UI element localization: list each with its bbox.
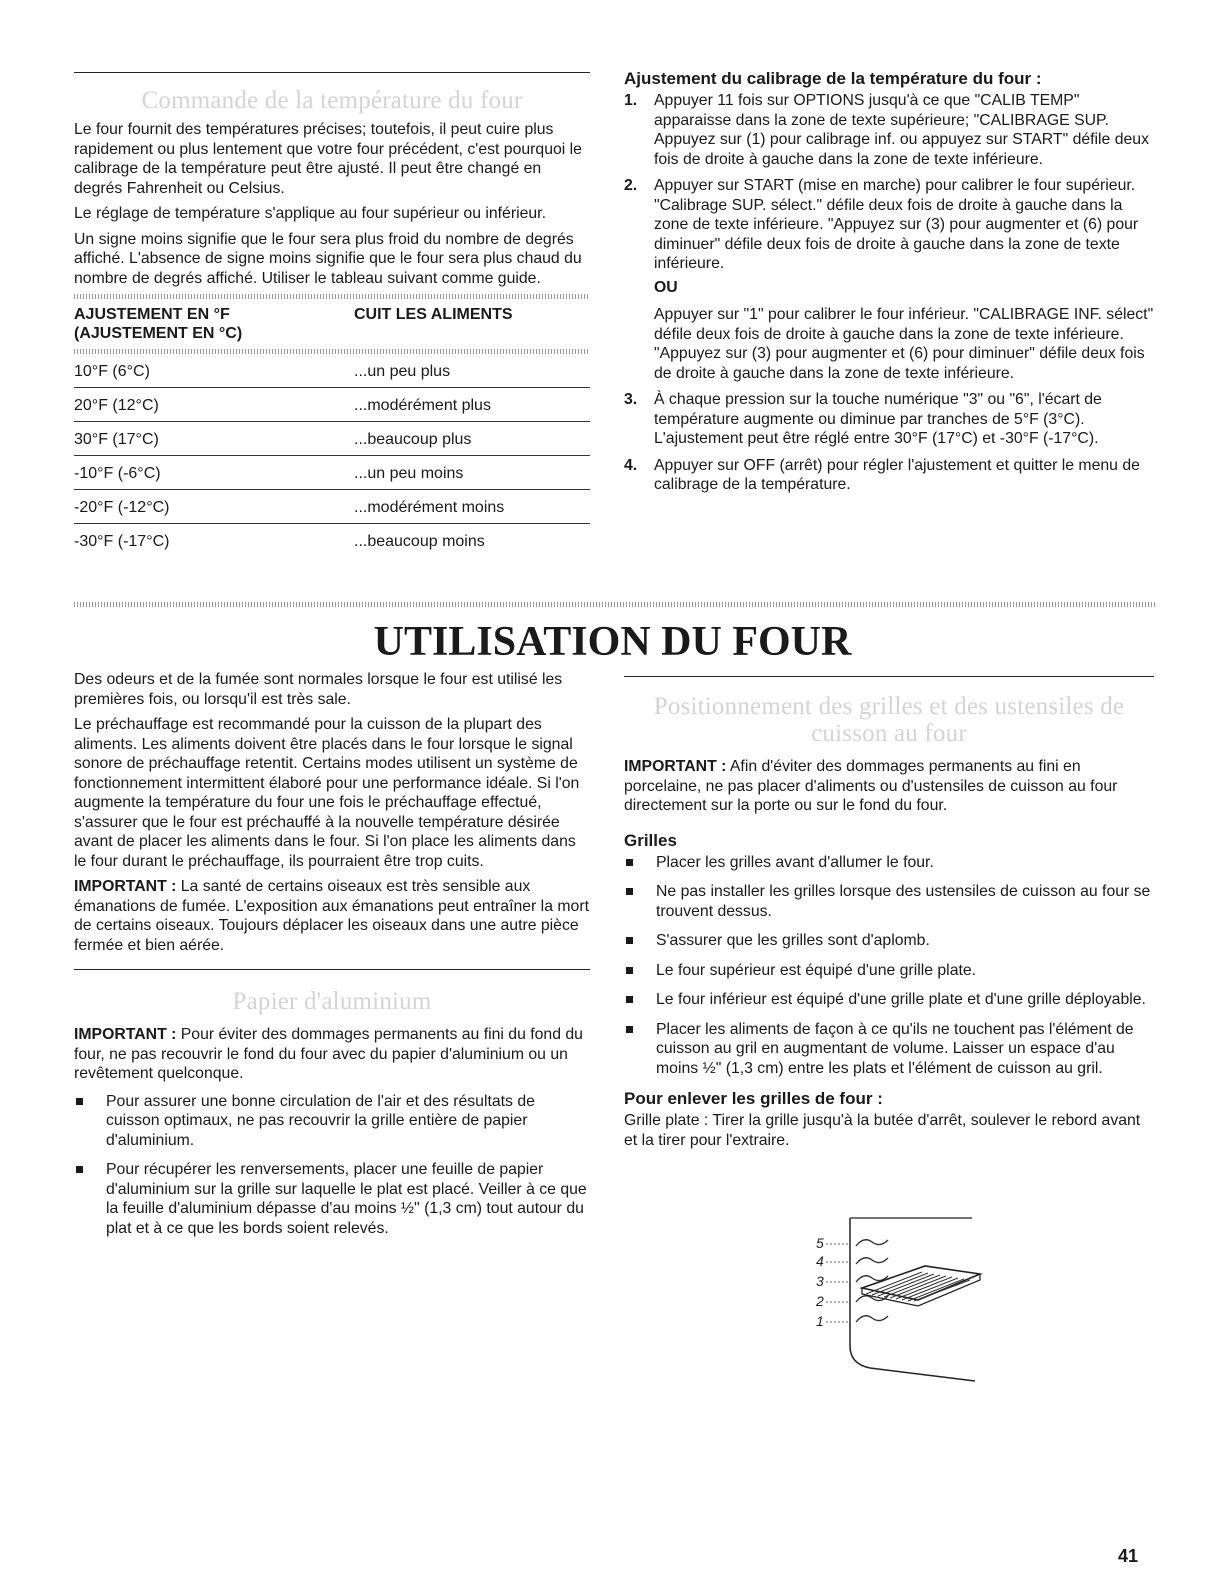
list-item: [624, 990, 1154, 1010]
temp-control-para-3: Un signe moins signifie que le four sera plus froid du nombre de degrés affiché. L'absence de signe moins signifie que le four sera plus chaud du nombre de degrés affiché. Utiliser le tableau suivant comme guide.: [74, 230, 582, 287]
bullet-text: S'assurer que les grilles sont d'aplomb.: [656, 932, 930, 949]
rack-guide-1: [856, 1316, 888, 1322]
remove-racks-heading: Pour enlever les grilles de four :: [624, 1089, 883, 1108]
list-item: [74, 1160, 590, 1238]
table-row: [74, 456, 590, 490]
grilles-bullets: [624, 853, 1154, 1079]
important-text: Pour éviter des dommages permanents au fini du fond du four, ne pas recouvrir le fond du four avec du papier d'aluminium ou un revêtement quelconque.: [74, 1026, 583, 1082]
racks-important: [624, 757, 1154, 816]
step-number: 2.: [624, 177, 638, 194]
step-item: [624, 176, 1154, 383]
oven-rack-illustration: [810, 1216, 990, 1386]
calibration-steps: [624, 91, 1154, 495]
result-cell: ...modérément moins: [354, 499, 505, 516]
list-item: [624, 961, 1154, 981]
list-item: [624, 1020, 1154, 1079]
step-alt-text: Appuyer sur "1" pour calibrer le four inférieur. "CALIBRAGE INF. sélect" défile deux fois de droite à gauche dans la zone de texte inférieure. "Appuyez sur (3) pour augmenter et (6) pour diminuer" défile deux fois de droite à gauche dans la zone de texte inférieure.: [654, 306, 1154, 382]
table-row: [74, 422, 590, 456]
bullet-square-icon: [626, 859, 633, 866]
bullet-text: Placer les grilles avant d'allumer le four.: [656, 853, 934, 871]
bullet-square-icon: [626, 937, 633, 944]
step-text: Appuyer sur START (mise en marche) pour calibrer le four supérieur. "Calibrage SUP. sélect." défile deux fois de droite à gauche dans la zone de texte inférieure. "Appuyez sur (3) pour augmenter et (6) pour diminuer" défile deux fois de droite à gauche dans la zone de texte inférieure.: [654, 177, 1139, 272]
table-row: [74, 490, 590, 524]
rack-level-label: 2: [816, 1293, 824, 1309]
adj-cell: -10°F (-6°C): [74, 465, 161, 482]
important-text: La santé de certains oiseaux est très sensible aux émanations de fumée. L'exposition aux émanations peut entraîner la mort de certains oiseaux. Toujours déplacer les oiseaux dans une autre pièce fermée et bien aérée.: [74, 878, 589, 954]
main-title-rule: [74, 602, 1156, 607]
bullet-text: Le four supérieur est équipé d'une grille plate.: [656, 961, 977, 979]
step-number: 4.: [624, 456, 638, 474]
calibration-section: [624, 68, 1154, 502]
page-title: UTILISATION DU FOUR: [373, 619, 852, 665]
table-row: [74, 354, 590, 388]
adj-cell: 20°F (12°C): [74, 397, 159, 414]
bullet-square-icon: [626, 888, 633, 895]
usage-section: [74, 670, 590, 1248]
foil-important: [74, 1025, 590, 1084]
temp-control-para-1: Le four fournit des températures précises; toutefois, il peut cuire plus rapidement ou plus lentement que votre four précédent, c'est pourquoi le calibrage de la température peut être ajusté. Il peut être changé en degrés Fahrenheit ou Celsius.: [74, 121, 582, 197]
section-rule: [74, 969, 590, 970]
result-cell: ...un peu moins: [354, 465, 464, 482]
list-item: [74, 1092, 590, 1151]
important-text: Afin d'éviter des dommages permanents au fini en porcelaine, ne pas placer d'aliments ou d'ustensiles de cuisson au four directement sur la porte ou sur le fond du four.: [624, 758, 1118, 814]
important-label: IMPORTANT :: [74, 1026, 177, 1043]
or-label: OU: [654, 278, 678, 296]
step-item: [624, 390, 1154, 449]
step-number: 3.: [624, 391, 638, 408]
racks-heading: Positionnement des grilles et des ustensiles de cuisson au four: [653, 693, 1125, 747]
rack-leader-lines: [826, 1244, 850, 1322]
usage-para-1: Des odeurs et de la fumée sont normales lorsque le four est utilisé les premières fois, ou lorsqu'il est très sale.: [74, 671, 563, 708]
important-label: IMPORTANT :: [624, 758, 727, 775]
step-number: 1.: [624, 92, 638, 109]
section-rule: [624, 676, 1154, 677]
rack-guide-5: [856, 1240, 888, 1246]
calibration-heading: Ajustement du calibrage de la température du four :: [624, 69, 1042, 88]
rack-level-label: 3: [816, 1273, 824, 1289]
adj-cell: 10°F (6°C): [74, 363, 150, 380]
temp-control-para-2: Le réglage de température s'applique au four supérieur ou inférieur.: [74, 205, 546, 222]
adj-cell: -20°F (-12°C): [74, 499, 170, 516]
page-number: 41: [1118, 1546, 1139, 1566]
temp-control-section: [74, 72, 590, 557]
racks-section: [624, 670, 1154, 1156]
table-body: [74, 354, 590, 557]
result-cell: ...beaucoup moins: [354, 533, 485, 550]
step-item: [624, 91, 1154, 169]
calibration-table: [74, 294, 590, 557]
bullet-square-icon: [626, 1026, 633, 1033]
bullet-text: Pour récupérer les renversements, placer une feuille de papier d'aluminium sur la grille sur laquelle le plat est placé. Veiller à ce que la feuille d'aluminium dépasse d'au moins ½" (1,3 cm) tout autour du plat et à ce que les bords soient relevés.: [106, 1161, 587, 1237]
bullet-square-icon: [76, 1098, 83, 1105]
usage-important: [74, 877, 590, 955]
important-label: IMPORTANT :: [74, 878, 177, 895]
header-adj-f: AJUSTEMENT EN °F: [74, 306, 230, 323]
remove-racks-text: Grille plate : Tirer la grille jusqu'à la butée d'arrêt, soulever le rebord avant et la tirer pour l'extraire.: [624, 1112, 1141, 1149]
table-header: [74, 299, 590, 349]
bullet-text: Le four inférieur est équipé d'une grille plate et d'une grille déployable.: [656, 991, 1146, 1008]
bullet-text: Placer les aliments de façon à ce qu'ils ne touchent pas l'élément de cuisson au gril en augmentant de volume. Laisser un espace d'au moins ½" (1,3 cm) entre les plats et l'élément de cuisson au gril.: [656, 1020, 1134, 1077]
rack-level-label: 4: [816, 1253, 824, 1269]
grilles-heading: Grilles: [624, 830, 677, 850]
result-cell: ...beaucoup plus: [354, 431, 472, 448]
table-row: [74, 388, 590, 422]
bullet-text: Ne pas installer les grilles lorsque des ustensiles de cuisson au four se trouvent dessus.: [656, 883, 1151, 920]
foil-bullets: [74, 1092, 590, 1239]
rack-level-label: 5: [816, 1235, 824, 1251]
step-text: Appuyer sur OFF (arrêt) pour régler l'ajustement et quitter le menu de calibrage de la température.: [654, 456, 1140, 493]
section-rule: [74, 72, 590, 73]
step-item: [624, 456, 1154, 495]
bullet-text: Pour assurer une bonne circulation de l'air et des résultats de cuisson optimaux, ne pas recouvrir la grille entière de papier d'aluminium.: [106, 1092, 535, 1149]
bullet-square-icon: [626, 967, 633, 974]
table-header-result: CUIT LES ALIMENTS: [354, 306, 513, 323]
result-cell: ...modérément plus: [354, 397, 491, 414]
adj-cell: -30°F (-17°C): [74, 533, 170, 550]
temp-control-heading: Commande de la température du four: [141, 87, 523, 114]
bullet-square-icon: [626, 996, 633, 1003]
rack-level-label: 1: [816, 1313, 824, 1329]
rack-guide-4: [856, 1258, 888, 1264]
list-item: [624, 853, 1154, 873]
step-text: À chaque pression sur la touche numérique "3" ou "6", l'écart de température augmente ou diminue par tranches de 5°F (3°C). L'ajustement peut être réglé entre 30°F (17°C) et -30°F (-17°C).: [654, 391, 1102, 447]
header-adj-c: (AJUSTEMENT EN °C): [74, 325, 243, 342]
adj-cell: 30°F (17°C): [74, 431, 159, 448]
list-item: [624, 931, 1154, 951]
list-item: [624, 882, 1154, 921]
step-text: Appuyer 11 fois sur OPTIONS jusqu'à ce que "CALIB TEMP" apparaisse dans la zone de texte supérieure; "CALIBRAGE SUP. Appuyez sur (1) pour calibrage inf. ou appuyez sur START" défile deux fois de droite à gauche dans la zone de texte inférieure.: [654, 92, 1149, 168]
table-header-adjustment: [74, 305, 354, 343]
usage-para-2: Le préchauffage est recommandé pour la cuisson de la plupart des aliments. Les aliments doivent être placés dans le four lorsque le signal sonore de préchauffage retentit. Certains modes utilisent un système de fonctionnement intermittent élaboré pour une performance idéale. Si l'on augmente la température du four une fois le préchauffage effectué, s'assurer que le four est préchauffé à la nouvelle température désirée avant de placer les aliments dans le four. Si l'on place les aliments dans le four durant le préchauffage, ils pourraient être trop cuits.: [74, 716, 580, 870]
result-cell: ...un peu plus: [354, 363, 451, 380]
table-row: [74, 524, 590, 557]
bullet-square-icon: [76, 1166, 83, 1173]
foil-heading: Papier d'aluminium: [232, 988, 432, 1015]
